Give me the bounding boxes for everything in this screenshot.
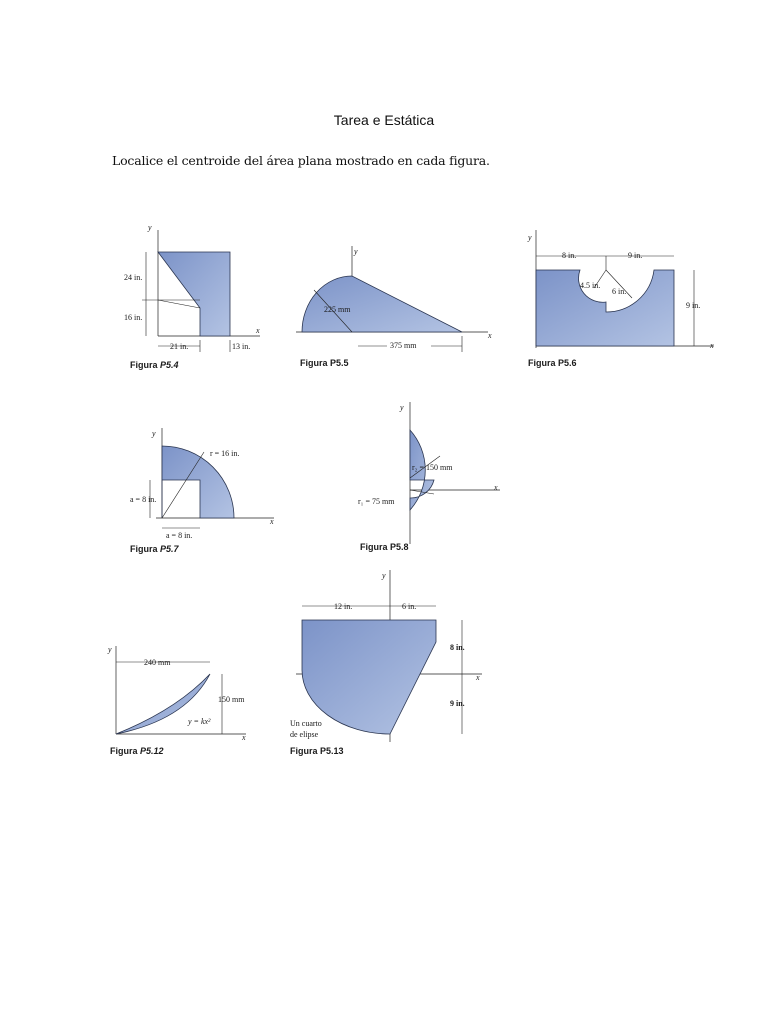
dim-6in: 6 in. xyxy=(612,287,627,296)
dim-radius: r = 16 in. xyxy=(210,449,240,458)
dim-9in-top: 9 in. xyxy=(628,251,643,260)
caption-id: P5.4 xyxy=(160,360,179,370)
figure-p5-12 xyxy=(106,640,256,760)
svg-text:Figura P5.4 xyxy=(130,360,179,370)
axis-y-label: y xyxy=(148,223,152,232)
dim-13in: 13 in. xyxy=(232,342,251,351)
note-line-1: Un cuarto xyxy=(290,719,322,728)
caption-prefix: Figura xyxy=(110,746,138,756)
shaded-area-p5-6 xyxy=(536,270,674,346)
figure-p5-5 xyxy=(292,240,502,380)
shaded-area-p5-4 xyxy=(158,252,230,336)
svg-text:Figura P5.5 xyxy=(300,358,349,368)
dim-4-5in: 4.5 in. xyxy=(580,281,601,290)
dim-6in: 6 in. xyxy=(402,602,417,611)
shaded-area-p5-13 xyxy=(302,620,436,734)
figure-p5-4 xyxy=(120,218,280,378)
dim-12in: 12 in. xyxy=(334,602,353,611)
dim-9in: 9 in. xyxy=(450,699,465,708)
axis-y-label: y xyxy=(400,403,404,412)
dim-8in: 8 in. xyxy=(450,643,465,652)
figure-p5-7 xyxy=(126,424,286,559)
figure-p5-6 xyxy=(524,228,724,373)
dim-radius: 225 mm xyxy=(324,305,351,314)
caption-prefix: Figura xyxy=(130,360,158,370)
page-title: Tarea e Estática xyxy=(333,112,435,128)
axis-x-label: x xyxy=(256,326,260,335)
axis-y-label: y xyxy=(152,429,156,438)
note-line-2: de elipse xyxy=(290,730,319,739)
axis-x-label: x xyxy=(270,517,274,526)
caption-id: P5.13 xyxy=(320,746,344,756)
dim-9in-side: 9 in. xyxy=(686,301,701,310)
caption-id: P5.5 xyxy=(330,358,349,368)
svg-text:Figura P5.12 xyxy=(110,746,164,756)
caption-prefix: Figura xyxy=(360,542,388,552)
svg-text:Figura P5.13 xyxy=(290,746,344,756)
caption-prefix: Figura xyxy=(528,358,556,368)
dim-21in: 21 in. xyxy=(170,342,189,351)
figure-p5-8 xyxy=(340,398,510,558)
axis-x-label: x xyxy=(710,341,714,350)
axis-y-label: y xyxy=(354,247,358,256)
dim-r1: r₁ = 75 mm xyxy=(358,497,395,506)
caption-id: P5.7 xyxy=(160,544,179,554)
curve-label: y = kx² xyxy=(188,717,211,726)
svg-text:Figura P5.8 xyxy=(360,542,409,552)
dim-16in: 16 in. xyxy=(124,313,143,322)
caption-id: P5.12 xyxy=(140,746,164,756)
axis-x-label: x xyxy=(494,483,498,492)
caption-prefix: Figura xyxy=(290,746,318,756)
dim-24in: 24 in. xyxy=(124,273,143,282)
dim-8in: 8 in. xyxy=(562,251,577,260)
axis-y-label: y xyxy=(528,233,532,242)
dim-a-horizontal: a = 8 in. xyxy=(166,531,193,540)
axis-x-label: x xyxy=(242,733,246,742)
caption-prefix: Figura xyxy=(300,358,328,368)
dim-width: 240 mm xyxy=(144,658,171,667)
axis-y-label: y xyxy=(108,645,112,654)
caption-id: P5.8 xyxy=(390,542,409,552)
axis-x-label: x xyxy=(476,673,480,682)
svg-text:Figura P5.7 xyxy=(130,544,180,554)
instruction-text: Localice el centroide del área plana mostrado en cada figura. xyxy=(112,153,490,168)
dim-length: 375 mm xyxy=(390,341,417,350)
axis-y-label: y xyxy=(382,571,386,580)
dim-r2: r₂ = 150 mm xyxy=(412,463,453,472)
dim-height: 150 mm xyxy=(218,695,245,704)
dim-a-vertical: a = 8 in. xyxy=(130,495,157,504)
axis-x-label: x xyxy=(488,331,492,340)
shaded-area-p5-5 xyxy=(302,276,462,332)
svg-text:Figura P5.6 xyxy=(528,358,577,368)
caption-id: P5.6 xyxy=(558,358,577,368)
caption-prefix: Figura xyxy=(130,544,158,554)
figure-p5-13 xyxy=(286,566,496,761)
